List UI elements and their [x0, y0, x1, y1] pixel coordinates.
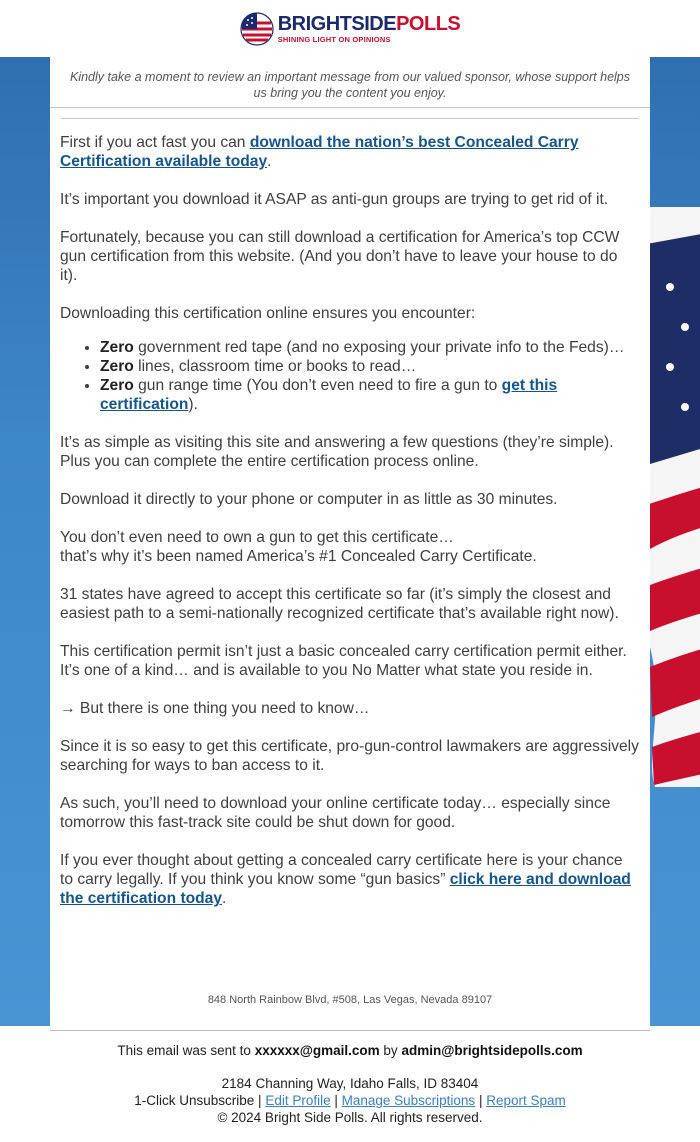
paragraph: This certification permit isn’t just a basic concealed carry certification permit either. It’s one of a kind… and is available to you No Matter what state you reside in. — [60, 643, 627, 679]
list-item-bold: Zero — [100, 339, 134, 356]
message-body — [50, 119, 650, 908]
logo-brand-polls: POLLS — [396, 12, 461, 35]
list-item — [100, 376, 639, 414]
click-here-download-link[interactable]: click here and download the certification today — [60, 871, 631, 907]
footer-text: This email was sent to — [117, 1043, 255, 1058]
paragraph: Download it directly to your phone or computer in as little as 30 minutes. — [60, 491, 558, 508]
paragraph-text: First if you act fast you can — [60, 134, 250, 151]
paragraph-text: . — [222, 890, 227, 907]
edit-profile-link[interactable]: Edit Profile — [265, 1093, 331, 1108]
recipient-email: xxxxxx@gmail.com — [254, 1043, 380, 1058]
paragraph — [60, 528, 639, 566]
divider — [50, 107, 650, 108]
footer-links — [0, 1092, 700, 1109]
download-certification-link[interactable]: download the nation’s best Concealed Carry Certification available today — [60, 134, 579, 170]
paragraph-text: that’s why it’s been named America’s #1 Concealed Carry Certificate. — [60, 548, 537, 565]
footer-divider — [50, 1030, 650, 1031]
paragraph: Since it is so easy to get this certificate, pro-gun-control lawmakers are aggressively searching for ways to ban access to it. — [60, 738, 639, 774]
paragraph: It’s important you download it ASAP as anti-gun groups are trying to get rid of it. — [60, 191, 609, 208]
sponsor-note: Kindly take a moment to review an important message from our valued sponsor, whose support helps us bring you the content you enjoy. — [69, 70, 630, 100]
list-item-text: gun range time (You don’t even need to fire a gun to — [133, 377, 502, 394]
paragraph-text: If you ever thought about getting a concealed carry certificate here is your chance to carry legally. If you think you know some “gun basics” — [60, 852, 623, 888]
paragraph-text: You don’t even need to own a gun to get this certificate… — [60, 529, 454, 546]
paragraph: As such, you’ll need to download your online certificate today… especially since tomorrow this fast-track site could be shut down for good. — [60, 795, 611, 831]
report-spam-link[interactable]: Report Spam — [486, 1093, 566, 1108]
paragraph-text: . — [267, 153, 272, 170]
paragraph — [60, 133, 639, 171]
logo-brand-bright: BRIGHTSIDE — [277, 12, 397, 35]
paragraph: Fortunately, because you can still download a certification for America’s top CCW gun certification from this website. (And you don’t have to leave your house to do it). — [60, 229, 620, 284]
flag-globe-logo-icon — [240, 12, 274, 46]
sponsor-address: 848 North Rainbow Blvd, #508, Las Vegas, Nevada 89107 — [207, 994, 493, 1006]
separator: | — [254, 1093, 266, 1108]
footer-text: by — [379, 1043, 402, 1058]
manage-subscriptions-link[interactable]: Manage Subscriptions — [341, 1093, 476, 1108]
copyright: © 2024 Bright Side Polls. All rights reserved. — [217, 1110, 483, 1125]
list-item-text: lines, classroom time or books to read… — [133, 358, 417, 375]
get-certification-link[interactable]: get this certification — [100, 377, 558, 413]
email-header — [0, 0, 700, 57]
list-item — [100, 357, 639, 376]
unsubscribe-text: 1-Click Unsubscribe — [134, 1093, 255, 1108]
list-item-text: ). — [188, 396, 198, 413]
paragraph: Downloading this certification online ensures you encounter: — [60, 305, 476, 322]
benefits-list — [60, 338, 639, 414]
paragraph: 31 states have agreed to accept this certificate so far (it’s simply the closest and easiest path to a semi-nationally recognized certificate that’s available right now). — [60, 586, 619, 622]
sponsor-message-card — [50, 57, 650, 1026]
sent-to-line — [0, 1042, 700, 1059]
logo-tagline: SHINING LIGHT ON OPINIONS — [277, 34, 391, 44]
list-item-text: government red tape (and no exposing your private info to the Feds)… — [133, 339, 625, 356]
brightside-polls-logo[interactable] — [240, 12, 461, 46]
paragraph: → But there is one thing you need to know… — [60, 700, 370, 717]
sender-email: admin@brightsidepolls.com — [401, 1043, 583, 1058]
list-item-bold: Zero — [100, 377, 134, 394]
separator: | — [475, 1093, 487, 1108]
separator: | — [330, 1093, 342, 1108]
list-item — [100, 338, 639, 357]
list-item-bold: Zero — [100, 358, 134, 375]
paragraph — [60, 851, 639, 908]
email-footer — [0, 1042, 700, 1126]
footer-address: 2184 Channing Way, Idaho Falls, ID 83404 — [221, 1076, 479, 1091]
paragraph: It’s as simple as visiting this site and answering a few questions (they’re simple). Plus you can complete the entire certification process online. — [60, 434, 614, 470]
